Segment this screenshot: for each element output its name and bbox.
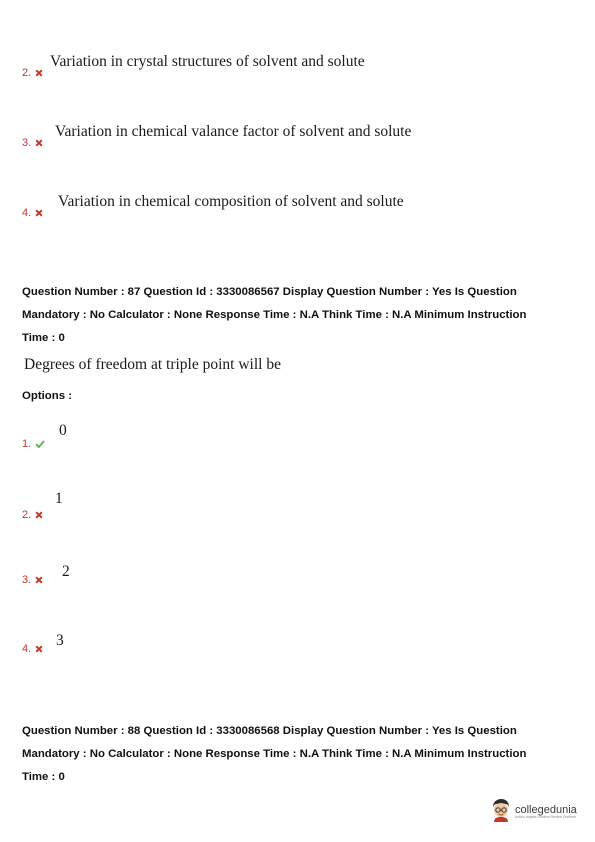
- option-text: 3: [56, 632, 64, 649]
- logo-text: collegedunia: [515, 804, 577, 817]
- question-meta: [22, 720, 582, 789]
- question-meta-line: Question Number : 88 Question Id : 3330086568 Display Question Number : Yes Is Question: [22, 725, 517, 737]
- option-number-label: 2.: [22, 509, 32, 521]
- collegedunia-logo: [490, 798, 577, 827]
- cross-icon: [35, 645, 43, 653]
- question-meta: [22, 281, 582, 350]
- option-number: [22, 137, 43, 149]
- option-number: [22, 509, 43, 521]
- option-item: [22, 563, 102, 593]
- option-number: [22, 574, 43, 586]
- option-item: [22, 490, 102, 520]
- option-number: [22, 643, 43, 655]
- option-number-label: 1.: [22, 438, 32, 450]
- question-meta-line: Time : 0: [22, 771, 65, 783]
- student-mascot-icon: [490, 798, 512, 827]
- cross-icon: [35, 511, 43, 519]
- options-label: Options :: [22, 390, 72, 402]
- option-number: [22, 438, 43, 450]
- option-text: Variation in chemical composition of solvent and solute: [58, 193, 404, 210]
- option-number-label: 4.: [22, 643, 32, 655]
- question-meta-line: Mandatory : No Calculator : None Response Time : N.A Think Time : N.A Minimum Instruction: [22, 748, 527, 760]
- option-number-label: 2.: [22, 67, 32, 79]
- option-text: Variation in crystal structures of solvent and solute: [50, 53, 365, 70]
- option-text: 0: [59, 422, 67, 439]
- option-text: 1: [55, 490, 63, 507]
- option-item: [22, 53, 422, 83]
- option-item: [22, 422, 102, 452]
- question-text: Degrees of freedom at triple point will be: [24, 356, 281, 373]
- cross-icon: [35, 576, 43, 584]
- option-item: [22, 632, 102, 662]
- option-number: [22, 207, 43, 219]
- question-meta-line: Mandatory : No Calculator : None Response Time : N.A Think Time : N.A Minimum Instruction: [22, 309, 527, 321]
- logo-tagline: India's largest Student Review Platform: [515, 815, 576, 820]
- question-meta-line: Time : 0: [22, 332, 65, 344]
- option-number-label: 3.: [22, 137, 32, 149]
- check-icon: [35, 440, 43, 448]
- cross-icon: [35, 69, 43, 77]
- cross-icon: [35, 209, 43, 217]
- option-number-label: 4.: [22, 207, 32, 219]
- question-meta-line: Question Number : 87 Question Id : 3330086567 Display Question Number : Yes Is Question: [22, 286, 517, 298]
- option-item: [22, 123, 462, 153]
- option-item: [22, 193, 462, 223]
- option-text: Variation in chemical valance factor of solvent and solute: [55, 123, 412, 140]
- option-number: [22, 67, 43, 79]
- cross-icon: [35, 139, 43, 147]
- option-text: 2: [62, 563, 70, 580]
- option-number-label: 3.: [22, 574, 32, 586]
